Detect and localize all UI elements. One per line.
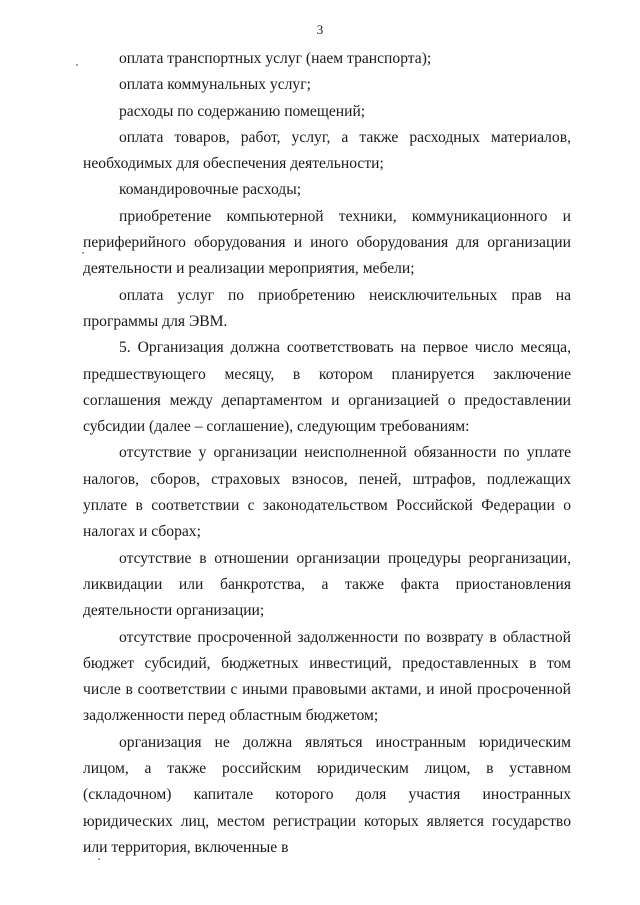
paragraph-software: оплата услуг по приобретению неисключительных прав на программы для ЭВМ.: [83, 286, 571, 330]
paragraph-no-tax-debt: отсутствие у организации неисполненной обязанности по уплате налогов, сборов, страховых взносов, пеней, штрафов, подлежащих уплате в соответствии с законодательством Российской Федерации о налогах и сборах;: [83, 444, 571, 541]
paragraph-not-foreign-entity: организация не должна являться иностранным юридическим лицом, а также российским юридическим лицом, в уставном (складочном) капитале которого доля участия иностранных юридических лиц, местом регистрации которых является государство или территория, включенные в: [83, 733, 571, 856]
paragraph-no-reorganization: отсутствие в отношении организации процедуры реорганизации, ликвидации или банкротства, а также факта приостановления деятельности организации;: [83, 549, 571, 620]
paragraph-requirements-intro: 5. Организация должна соответствовать на первое число месяца, предшествующего месяцу, в котором планируется заключение соглашения между департаментом и организацией о предоставлении субсидии (далее – соглашение), следующим требованиям:: [83, 339, 571, 436]
paragraph-goods-works: оплата товаров, работ, услуг, а также расходных материалов, необходимых для обеспечения деятельности;: [83, 128, 571, 173]
paragraph-no-budget-debt: отсутствие просроченной задолженности по возврату в областной бюджет субсидий, бюджетных инвестиций, предоставленных в том числе в соответствии с иными правовыми актами, и иной просроченной задолженности перед областным бюджетом;: [83, 628, 571, 725]
paragraph-transport: оплата транспортных услуг (наем транспорта);: [119, 50, 432, 67]
scan-speck: [76, 64, 78, 66]
paragraph-premises: расходы по содержанию помещений;: [119, 102, 366, 120]
paragraph-equipment: приобретение компьютерной техники, коммуникационного и периферийного оборудования и иного оборудования для организации деятельности и реализации мероприятия, мебели;: [83, 207, 571, 278]
document-body: [83, 46, 571, 861]
page-number: 3: [316, 22, 324, 37]
paragraph-travel: командировочные расходы;: [119, 181, 302, 199]
paragraph-utilities: оплата коммунальных услуг;: [119, 76, 311, 94]
